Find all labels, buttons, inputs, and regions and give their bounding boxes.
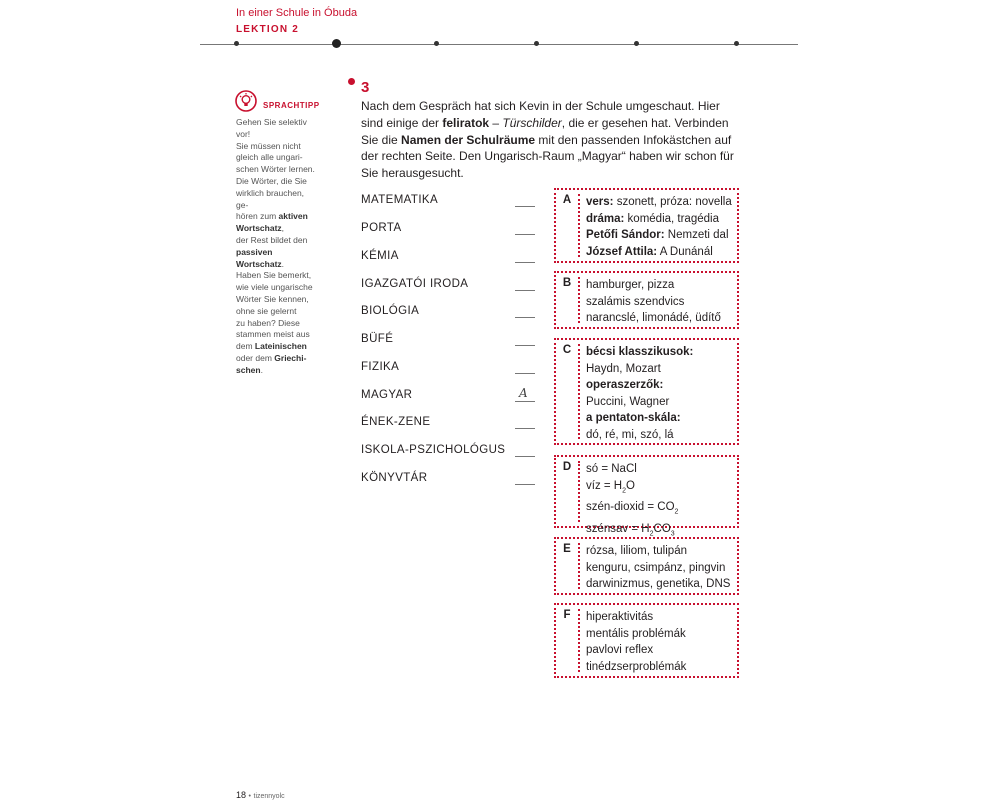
answer-blank[interactable] <box>515 401 535 402</box>
answer-blank[interactable] <box>515 290 535 291</box>
progress-dot <box>734 41 739 46</box>
progress-dot <box>634 41 639 46</box>
info-box-a <box>554 188 739 263</box>
room-item <box>361 222 541 242</box>
box-content: hiperaktivitás mentális problémák pavlovi reflex tinédzserproblémák <box>586 611 687 673</box>
audio-marker-icon <box>348 78 355 85</box>
box-letter: F <box>563 609 571 621</box>
room-name: PORTA <box>361 222 402 234</box>
answer-blank[interactable] <box>515 317 535 318</box>
box-content: bécsi klasszikusok: Haydn, Mozart operaszerzők: Puccini, Wagner a pentaton-skála: dó, ré, mi, szó, lá <box>586 346 694 441</box>
exercise-number: 3 <box>361 79 370 96</box>
room-item <box>361 386 541 409</box>
answer-blank[interactable] <box>515 373 535 374</box>
box-letter: C <box>562 344 572 356</box>
room-item <box>361 250 541 270</box>
box-divider <box>578 609 580 672</box>
answer-blank[interactable] <box>515 234 535 235</box>
box-letter: B <box>562 277 572 289</box>
info-box-c <box>554 338 739 445</box>
answer-blank[interactable] <box>515 262 535 263</box>
room-name: KÖNYVTÁR <box>361 472 428 484</box>
progress-dot <box>434 41 439 46</box>
room-name: BÜFÉ <box>361 333 394 345</box>
room-item <box>361 444 541 464</box>
box-letter: D <box>562 461 572 473</box>
room-name: MATEMATIKA <box>361 194 439 206</box>
room-name: MAGYAR <box>361 389 413 401</box>
info-box-e <box>554 537 739 595</box>
room-item <box>361 278 541 298</box>
sprachtipp-label: SPRACHTIPP <box>263 101 320 110</box>
progress-dot-current <box>332 39 341 48</box>
header-rule <box>200 44 798 45</box>
answer-blank[interactable] <box>515 484 535 485</box>
answer-blank[interactable] <box>515 345 535 346</box>
chapter-title: In einer Schule in Óbuda <box>236 7 358 19</box>
room-name: ISKOLA-PSZICHOLÓGUS <box>361 444 506 456</box>
answer-blank[interactable] <box>515 428 535 429</box>
room-name: ÉNEK-ZENE <box>361 416 431 428</box>
sprachtipp-text: Gehen Sie selektiv vor! Sie müssen nicht gleich alle ungari- schen Wörter lernen. Die Wörter, die Sie wirklich brauchen, ge- hören zum aktiven Wortschatz, der Rest bildet den passiven Wortschatz. Haben Sie bemerkt, wie viele ungarische Wörter Sie kennen, ohne sie gelernt zu haben? Diese stammen meist aus dem Lateinischen oder dem Griechi- schen. <box>236 117 315 375</box>
box-divider <box>578 543 580 589</box>
box-content: vers: szonett, próza: novella dráma: komédia, tragédia Petőfi Sándor: Nemzeti dal József Attila: A Dunánál <box>586 196 732 258</box>
exercise-instructions: Nach dem Gespräch hat sich Kevin in der Schule umgeschaut. Hier sind einige der feliratok – Türschilder, die er gesehen hat. Verbinden Sie die Namen der Schulräume mit den passenden Infokästchen auf der rechten Seite. Den Ungarisch-Raum „Magyar“ haben wir schon für Sie herausgesucht. <box>361 99 734 181</box>
info-box-f <box>554 603 739 678</box>
answer-blank[interactable] <box>515 456 535 457</box>
page-number: 18 • tizennyolc <box>236 790 285 800</box>
progress-dot <box>234 41 239 46</box>
room-item <box>361 333 541 353</box>
answer-blank[interactable] <box>515 206 535 207</box>
room-item <box>361 361 541 381</box>
box-content: rózsa, liliom, tulipán kenguru, csimpánz, pingvin darwinizmus, genetika, DNS <box>586 545 731 591</box>
room-name: BIOLÓGIA <box>361 305 420 317</box>
box-content: hamburger, pizza szalámis szendvics narancslé, limonádé, üdítő <box>586 279 721 325</box>
room-answer: A <box>519 386 528 400</box>
room-name: FIZIKA <box>361 361 400 373</box>
room-item <box>361 416 541 436</box>
box-divider <box>578 344 580 439</box>
box-divider <box>578 277 580 323</box>
room-item <box>361 305 541 325</box>
lesson-label: LEKTION 2 <box>236 24 300 35</box>
info-box-b <box>554 271 739 329</box>
room-name: KÉMIA <box>361 250 399 262</box>
box-divider <box>578 194 580 257</box>
room-name: IGAZGATÓI IRODA <box>361 278 469 290</box>
box-content: só = NaCl víz = $H_2O$ szén-dioxid = $CO_2$ szénsav = $H_2CO_3$ <box>586 463 679 538</box>
box-letter: E <box>563 543 571 555</box>
box-divider <box>578 461 580 522</box>
room-item <box>361 472 541 492</box>
info-box-d <box>554 455 739 538</box>
box-letter: A <box>562 194 572 206</box>
progress-dot <box>534 41 539 46</box>
room-item <box>361 194 541 214</box>
lightbulb-icon <box>235 90 257 112</box>
